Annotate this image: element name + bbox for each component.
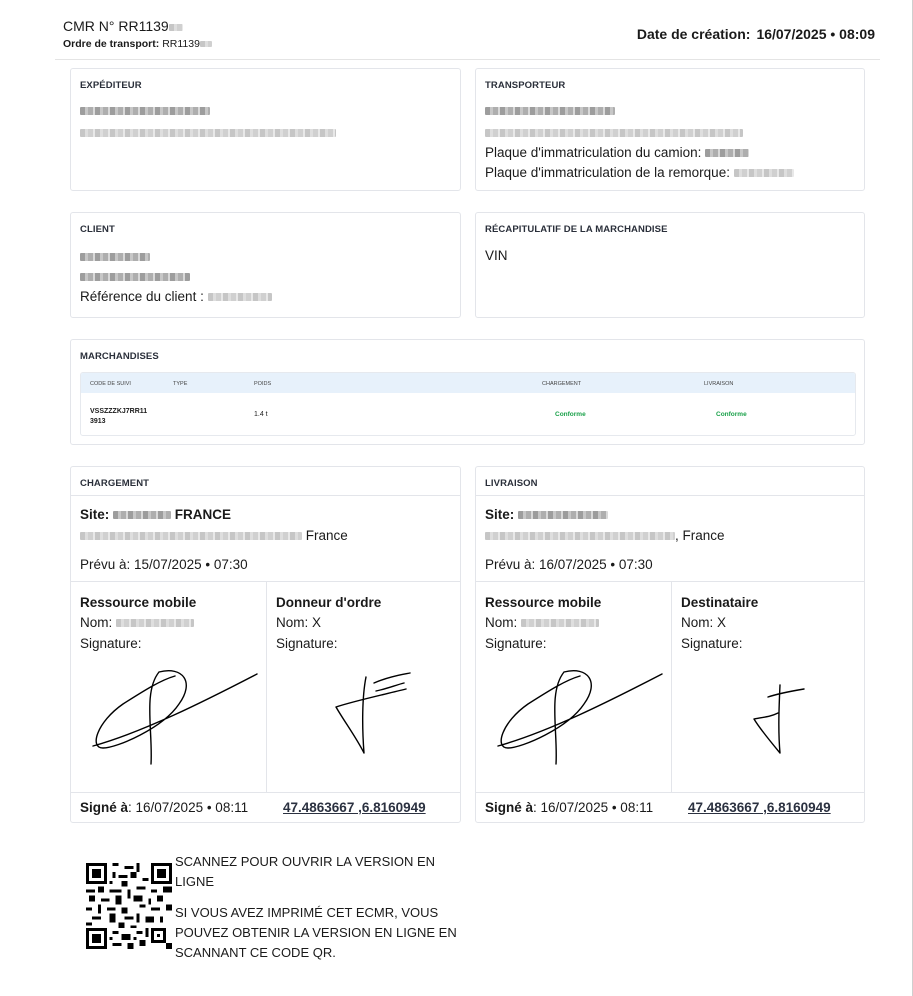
chargement-resource-title: Ressource mobile (80, 595, 197, 610)
chargement-signed-at: Signé à: 16/07/2025 • 08:11 (80, 800, 249, 815)
table-row (81, 393, 855, 436)
document-header (63, 18, 875, 54)
qr-instruction-line: SI VOUS AVEZ IMPRIMÉ CET ECMR, VOUS (175, 905, 439, 920)
chargement-resource-signature-label: Signature: (80, 636, 142, 651)
chargement-site: Site: FRANCE (80, 507, 232, 522)
column-poids: POIDS (254, 381, 272, 387)
chargement-party-name: Nom: X (276, 615, 322, 630)
trailer-plate: Plaque d'immatriculation de la remorque: (485, 165, 794, 180)
transporteur-address (485, 125, 743, 140)
qr-code-icon[interactable] (86, 862, 172, 950)
chargement-address: France (80, 528, 348, 543)
qr-instruction-line: SCANNANT CE CODE QR. (175, 945, 336, 960)
expediteur-address (80, 125, 336, 140)
table-header (81, 373, 855, 393)
signature-drawing (746, 677, 816, 757)
livraison-resource-signature-label: Signature: (485, 636, 547, 651)
client-address (80, 269, 190, 284)
creation-date: Date de création: 16/07/2025 • 08:09 (636, 26, 875, 42)
marchandises-table (80, 372, 856, 436)
livraison-planned: Prévu à: 16/07/2025 • 07:30 (485, 557, 653, 572)
chargement-status: Conforme (555, 411, 586, 418)
weight-cell: 1.4 t (254, 411, 268, 418)
redacted-text (169, 24, 183, 31)
transporteur-card (475, 68, 865, 191)
chargement-party-signature-label: Signature: (276, 636, 338, 651)
livraison-coordinates-link[interactable]: 47.4863667 ,6.8160949 (688, 800, 831, 815)
tracking-code: VSSZZZKJ7RR11 3913 (90, 408, 148, 425)
column-code: CODE DE SUIVI (90, 381, 131, 387)
transporteur-title: TRANSPORTEUR (485, 80, 566, 91)
livraison-address: , France (485, 528, 725, 543)
livraison-title: LIVRAISON (485, 478, 538, 489)
column-type: TYPE (173, 381, 188, 387)
cmr-number: CMR N° RR1139 (63, 18, 183, 34)
qr-instruction-line: LIGNE (175, 874, 215, 889)
chargement-planned: Prévu à: 15/07/2025 • 07:30 (80, 557, 248, 572)
client-title: CLIENT (80, 224, 115, 235)
recap-title: RÉCAPITULATIF DE LA MARCHANDISE (485, 224, 668, 235)
recap-value: VIN (485, 248, 508, 263)
livraison-card (475, 466, 865, 823)
livraison-party-name: Nom: X (681, 615, 727, 630)
transport-order: Ordre de transport: RR1139 (63, 38, 212, 50)
signature-drawing (326, 667, 416, 757)
chargement-party-title: Donneur d'ordre (276, 595, 382, 610)
livraison-resource-title: Ressource mobile (485, 595, 602, 610)
livraison-resource-name: Nom: (485, 615, 599, 630)
expediteur-name (80, 103, 210, 118)
chargement-card (70, 466, 461, 823)
chargement-coordinates-link[interactable]: 47.4863667 ,6.8160949 (283, 800, 426, 815)
truck-plate: Plaque d'immatriculation du camion: (485, 145, 749, 160)
chargement-resource-name: Nom: (80, 615, 194, 630)
column-chargement: CHARGEMENT (542, 381, 582, 387)
client-card (70, 212, 461, 318)
marchandises-title: MARCHANDISES (80, 351, 159, 362)
expediteur-card (70, 68, 461, 191)
column-livraison: LIVRAISON (704, 381, 734, 387)
redacted-text (200, 41, 212, 47)
qr-instruction-line: POUVEZ OBTENIR LA VERSION EN LIGNE EN (175, 925, 457, 940)
livraison-signed-at: Signé à: 16/07/2025 • 08:11 (485, 800, 654, 815)
client-reference: Référence du client : (80, 289, 272, 304)
qr-instruction-line: SCANNEZ POUR OUVRIR LA VERSION EN (175, 854, 436, 869)
header-divider (55, 59, 880, 60)
livraison-status: Conforme (716, 411, 747, 418)
livraison-party-title: Destinataire (681, 595, 759, 610)
signature-drawing (488, 662, 668, 772)
marchandises-card (70, 339, 865, 445)
livraison-site: Site: (485, 507, 608, 522)
transporteur-name (485, 103, 615, 118)
expediteur-title: EXPÉDITEUR (80, 80, 142, 91)
recap-card (475, 212, 865, 318)
client-name (80, 249, 150, 264)
signature-drawing (83, 662, 263, 772)
livraison-party-signature-label: Signature: (681, 636, 743, 651)
chargement-title: CHARGEMENT (80, 478, 150, 489)
